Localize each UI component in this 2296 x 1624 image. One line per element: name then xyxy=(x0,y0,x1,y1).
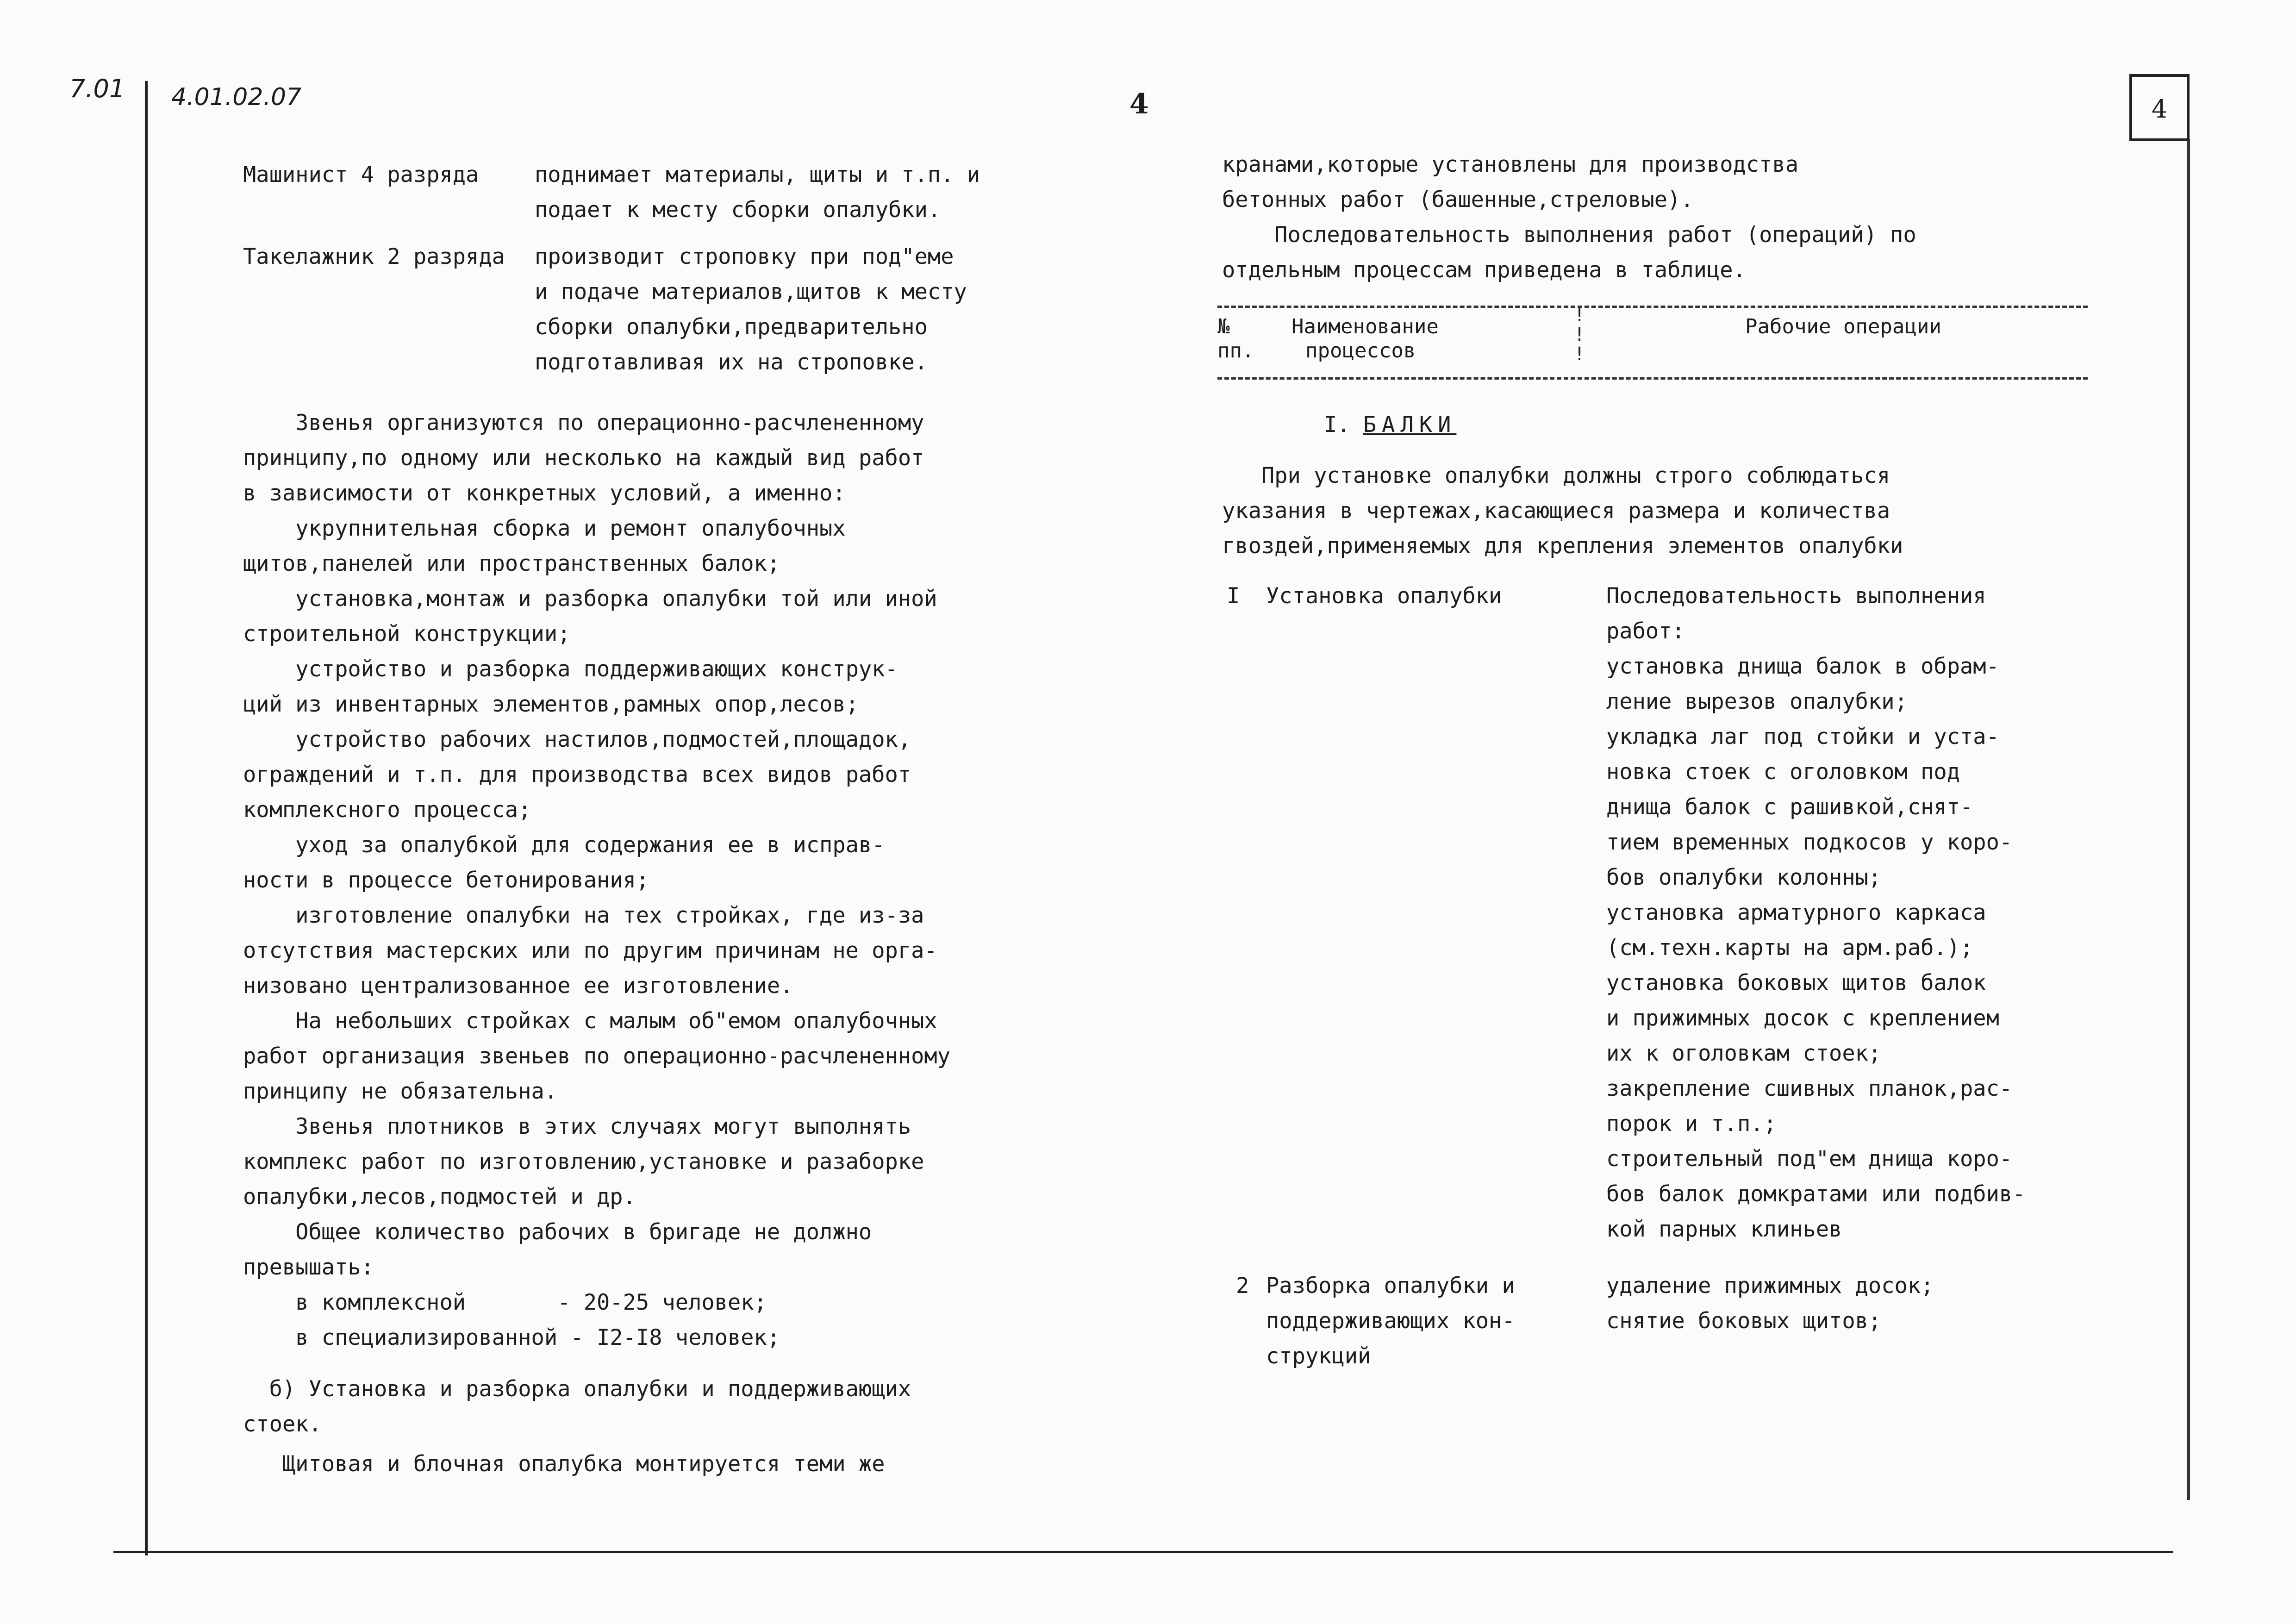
body-line: в зависимости от конкретных условий, а именно: xyxy=(243,481,846,506)
role-name: Машинист 4 разряда xyxy=(243,162,479,187)
note-line: гвоздей,применяемых для крепления элементов опалубки xyxy=(1222,533,1903,559)
row-op-line: их к оголовкам стоек; xyxy=(1606,1041,1882,1066)
body-line: низовано централизованное ее изготовление. xyxy=(243,973,793,999)
body-line: работ организация звеньев по операционно-расчлененному xyxy=(243,1043,951,1069)
row-op-line: снятие боковых щитов; xyxy=(1606,1308,1882,1334)
role-desc-line: и подаче материалов,щитов к месту xyxy=(535,279,967,305)
intro-line: Последовательность выполнения работ (операций) по xyxy=(1222,222,1916,248)
table-header-ops: Рабочие операции xyxy=(1745,315,1941,338)
body-line: Звенья плотников в этих случаях могут выполнять xyxy=(243,1114,911,1139)
body-line: комплекс работ по изготовлению,установке и разаборке xyxy=(243,1149,924,1174)
intro-line: кранами,которые установлены для производства xyxy=(1222,152,1799,177)
row-op-line: строительный под"ем днища коро- xyxy=(1606,1146,2013,1172)
body-line: в специализированной - I2-I8 человек; xyxy=(243,1325,780,1350)
row-op-line: ление вырезов опалубки; xyxy=(1606,689,1908,714)
body-line: изготовление опалубки на тех стройках, где из-за xyxy=(243,903,924,928)
role-desc-line: подготавливая их на строповке. xyxy=(535,350,928,375)
note-line: При установке опалубки должны строго соблюдаться xyxy=(1222,463,1890,488)
row-process-name: струкций xyxy=(1266,1343,1371,1369)
left-frame-line xyxy=(145,81,148,1555)
body-line: устройство рабочих настилов,подмостей,площадок, xyxy=(243,727,911,752)
column-divider: ! ! ! xyxy=(1574,305,1585,365)
row-op-line: установка боковых щитов балок xyxy=(1606,970,1986,996)
intro-line: бетонных работ (башенные,стреловые). xyxy=(1222,187,1694,212)
section-b-line: б) Установка и разборка опалубки и поддерживающих xyxy=(243,1376,911,1402)
body-line: ограждений и т.п. для производства всех видов работ xyxy=(243,762,911,787)
role-name: Такелажник 2 разряда xyxy=(243,244,505,269)
body-line: На небольших стройках с малым об"емом опалубочных xyxy=(243,1008,937,1034)
table-header-top-rule xyxy=(1217,306,2088,308)
row-op-line: установка днища балок в обрам- xyxy=(1606,654,1999,679)
row-op-line: кой парных клиньев xyxy=(1606,1217,1842,1242)
body-line: Общее количество рабочих в бригаде не должно xyxy=(243,1219,872,1245)
table-header-name: процессов xyxy=(1305,339,1416,362)
body-line: принципу не обязательна. xyxy=(243,1079,558,1104)
bottom-frame-line xyxy=(113,1551,2173,1553)
role-desc-line: подает к месту сборки опалубки. xyxy=(535,197,941,223)
row-process-name: Разборка опалубки и xyxy=(1266,1273,1515,1299)
role-desc-line: поднимает материалы, щиты и т.п. и xyxy=(535,162,980,187)
body-line: уход за опалубкой для содержания ее в исправ- xyxy=(243,832,885,858)
row-op-line: и прижимных досок с креплением xyxy=(1606,1006,1999,1031)
row-process-name: поддерживающих кон- xyxy=(1266,1308,1515,1334)
body-line: Звенья организуются по операционно-расчлененному xyxy=(243,410,924,436)
body-line: щитов,панелей или пространственных балок; xyxy=(243,551,780,576)
note-line: указания в чертежах,касающиеся размера и количества xyxy=(1222,498,1890,524)
row-op-line: тием временных подкосов у коро- xyxy=(1606,830,2013,855)
table-header-num: пп. xyxy=(1217,339,1254,362)
page-number-box-value: 4 xyxy=(2151,94,2168,124)
document-code: 4.01.02.07 xyxy=(171,83,302,111)
row-number: 2 xyxy=(1236,1273,1249,1299)
row-op-line: (см.техн.карты на арм.раб.); xyxy=(1606,935,1973,961)
row-op-line: удаление прижимных досок; xyxy=(1606,1273,1934,1299)
intro-line: отдельным процессам приведена в таблице. xyxy=(1222,257,1746,283)
body-line: устройство и разборка поддерживающих конструк- xyxy=(243,656,898,682)
page-number-box xyxy=(2129,74,2190,141)
section-title xyxy=(1324,407,1456,443)
row-process-name: Установка опалубки xyxy=(1266,583,1502,609)
table-header-num: № xyxy=(1217,315,1230,338)
body-line: строительной конструкции; xyxy=(243,621,571,647)
section-heading: БАЛКИ xyxy=(1363,412,1457,437)
row-op-line: установка арматурного каркаса xyxy=(1606,900,1986,925)
body-line: комплексного процесса; xyxy=(243,797,531,823)
table-header-name: Наименование xyxy=(1292,315,1439,338)
body-line: отсутствия мастерских или по другим причинам не орга- xyxy=(243,938,937,963)
body-line: в комплексной - 20-25 человек; xyxy=(243,1290,767,1315)
right-frame-line xyxy=(2187,139,2190,1500)
role-desc-line: производит строповку при под"еме xyxy=(535,244,954,269)
row-number: I xyxy=(1227,583,1240,609)
body-line: установка,монтаж и разборка опалубки той или иной xyxy=(243,586,937,612)
row-op-line: днища балок с рашивкой,снят- xyxy=(1606,794,1973,820)
body-line: ций из инвентарных элементов,рамных опор,лесов; xyxy=(243,692,859,717)
role-desc-line: сборки опалубки,предварительно xyxy=(535,314,928,340)
row-op-line: порок и т.п.; xyxy=(1606,1111,1777,1137)
section-b-line: стоек. xyxy=(243,1412,322,1437)
table-header-bottom-rule xyxy=(1217,377,2088,380)
row-op-line: новка стоек с оголовком под xyxy=(1606,759,1960,785)
body-line: укрупнительная сборка и ремонт опалубочных xyxy=(243,516,846,541)
body-last-line: Щитовая и блочная опалубка монтируется теми же xyxy=(243,1451,885,1477)
row-op-line: бов балок домкратами или подбив- xyxy=(1606,1181,2026,1207)
row-op-line: закрепление сшивных планок,рас- xyxy=(1606,1076,2013,1101)
body-line: принципу,по одному или несколько на каждый вид работ xyxy=(243,445,924,471)
body-line: превышать: xyxy=(243,1255,374,1280)
section-number: I. xyxy=(1324,412,1350,437)
row-op-line: укладка лаг под стойки и уста- xyxy=(1606,724,1999,750)
row-op-line: работ: xyxy=(1606,618,1685,644)
body-line: опалубки,лесов,подмостей и др. xyxy=(243,1184,636,1210)
body-line: ности в процессе бетонирования; xyxy=(243,868,649,893)
row-op-line: бов опалубки колонны; xyxy=(1606,865,1882,890)
page-number: 4 xyxy=(1129,88,1149,120)
margin-code: 7.01 xyxy=(69,74,125,103)
row-op-line: Последовательность выполнения xyxy=(1606,583,1986,609)
